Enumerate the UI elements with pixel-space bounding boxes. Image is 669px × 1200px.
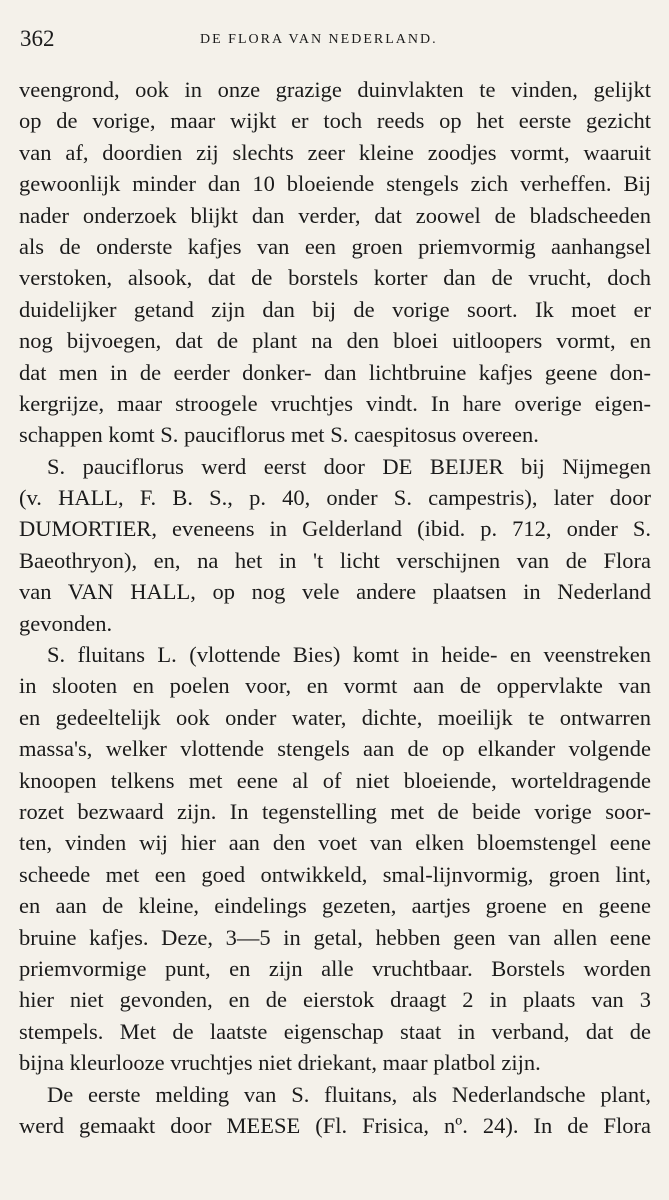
text-line: dat men in de eerder donker- dan lichtbruine kafjes geene don- [19, 359, 651, 385]
page-number: 362 [20, 26, 55, 51]
text-line: bruine kafjes. Deze, 3—5 in getal, hebben geen van allen eene [19, 924, 651, 950]
text-line: rozet bezwaard zijn. In tegenstelling met de beide vorige soor- [19, 798, 651, 824]
text-line: werd gemaakt door MEESE (Fl. Frisica, nº. 24). In de Flora [19, 1112, 651, 1138]
text-line: op de vorige, maar wijkt er toch reeds op het eerste gezicht [19, 108, 651, 134]
text-line: S. fluitans L. (vlottende Bies) komt in heide- en veenstreken [47, 642, 651, 668]
text-line: en gedeeltelijk ook onder water, dichte, moeilijk te ontwarren [19, 704, 651, 730]
text-line: schappen komt S. pauciflorus met S. caespitosus overeen. [19, 422, 539, 448]
text-line: veengrond, ook in onze grazige duinvlakten te vinden, gelijkt [19, 77, 651, 102]
text-line: kergrijze, maar stroogele vruchtjes vindt. In hare overige eigen- [19, 390, 651, 416]
text-line: nader onderzoek blijkt dan verder, dat zoowel de bladscheeden [19, 202, 651, 228]
text-line: van af, doordien zij slechts zeer kleine zoodjes vormt, waaruit [19, 139, 651, 165]
text-line: (v. HALL, F. B. S., p. 40, onder S. campestris), later door [19, 485, 651, 511]
running-title: DE FLORA VAN NEDERLAND. [200, 32, 438, 47]
text-line: gevonden. [19, 610, 113, 636]
body-text [19, 74, 651, 1141]
text-line: van VAN HALL, op nog vele andere plaatsen in Nederland [19, 579, 651, 605]
text-line: scheede met een goed ontwikkeld, smal-lijnvormig, groen lint, [19, 861, 651, 887]
text-line: ten, vinden wij hier aan den voet van elken bloemstengel eene [19, 830, 651, 856]
text-line: en aan de kleine, eindelings gezeten, aartjes groene en geene [19, 893, 651, 919]
text-line: massa's, welker vlottende stengels aan de op elkander volgende [19, 736, 651, 762]
text-line: Baeothryon), en, na het in 't licht verschijnen van de Flora [19, 547, 651, 573]
text-line: priemvormige punt, en zijn alle vruchtbaar. Borstels worden [19, 955, 651, 981]
text-line: bijna kleurlooze vruchtjes niet driekant, maar platbol zijn. [19, 1050, 541, 1076]
text-line: S. pauciflorus werd eerst door DE BEIJER bij Nijmegen [47, 453, 651, 479]
text-line: stempels. Met de laatste eigenschap staat in verband, dat de [19, 1018, 651, 1044]
text-line: gewoonlijk minder dan 10 bloeiende stengels zich verheffen. Bij [19, 171, 651, 197]
text-line: DUMORTIER, eveneens in Gelderland (ibid. p. 712, onder S. [19, 516, 651, 542]
running-head [20, 26, 649, 56]
text-line: duidelijker getand zijn dan bij de vorige soort. Ik moet er [19, 296, 651, 322]
text-line: in slooten en poelen voor, en vormt aan de oppervlakte van [19, 673, 651, 699]
text-line: hier niet gevonden, en de eierstok draagt 2 in plaats van 3 [19, 987, 651, 1013]
text-line: De eerste melding van S. fluitans, als Nederlandsche plant, [47, 1081, 651, 1107]
text-line: verstoken, alsook, dat de borstels korter dan de vrucht, doch [19, 265, 651, 291]
text-line: als de onderste kafjes van een groen priemvormig aanhangsel [19, 233, 651, 259]
text-line: nog bijvoegen, dat de plant na den bloei uitloopers vormt, en [19, 328, 651, 354]
text-line: knoopen telkens met eene al of niet bloeiende, worteldragende [19, 767, 651, 793]
